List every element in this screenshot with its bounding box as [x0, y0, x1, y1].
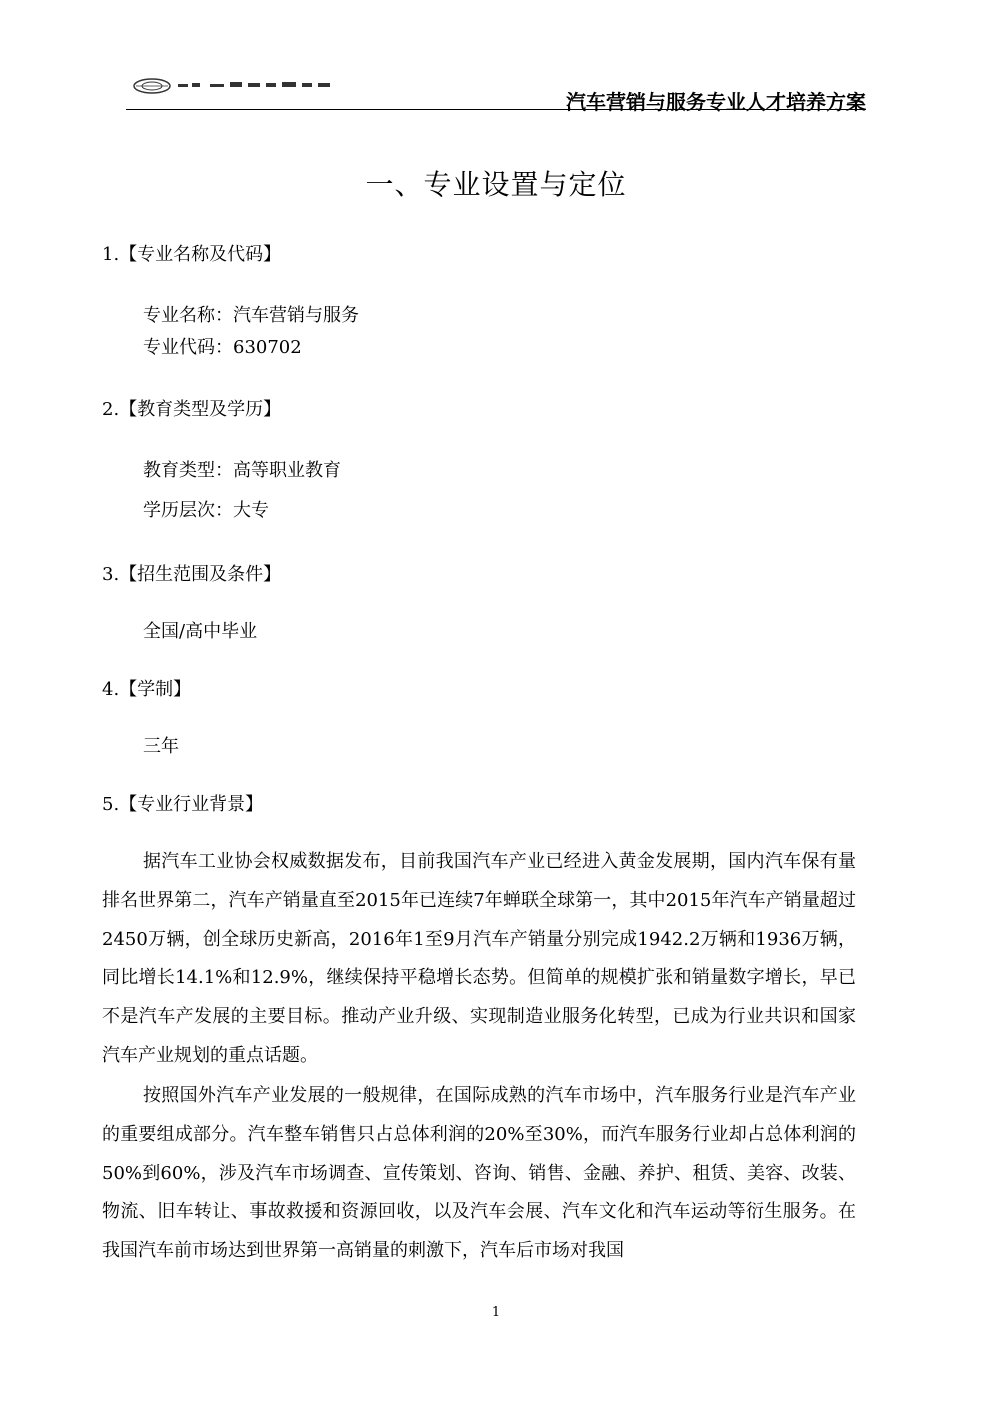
section-heading-4: 4.【学制】	[102, 679, 192, 700]
section-heading-3: 3.【招生范围及条件】	[102, 564, 282, 585]
background-paragraph-2: 按照国外汽车产业发展的一般规律，在国际成熟的汽车市场中，汽车服务行业是汽车产业的重要组成部分。汽车整车销售只占总体利润的20%至30%，而汽车服务行业却占总体利润的50%到60%，涉及汽车市场调查、宣传策划、咨询、销售、金融、养护、租赁、美容、改装、物流、旧车转让、事故救援和资源回收，以及汽车会展、汽车文化和汽车运动等衍生服务。在我国汽车前市场达到世界第一高销量的刺激下，汽车后市场对我国	[102, 1085, 856, 1262]
header-title: 汽车营销与服务专业人才培养方案	[566, 90, 866, 114]
section-heading-1: 1.【专业名称及代码】	[102, 244, 282, 265]
enrollment-scope: 全国/高中毕业	[143, 621, 258, 642]
header-divider	[126, 109, 866, 110]
section-heading-5: 5.【专业行业背景】	[102, 794, 264, 815]
background-paragraph-1: 据汽车工业协会权威数据发布，目前我国汽车产业已经进入黄金发展期，国内汽车保有量排名世界第二，汽车产销量直至2015年已连续7年蝉联全球第一，其中2015年汽车产销量超过2450万辆，创全球历史新高，2016年1至9月汽车产销量分别完成1942.2万辆和1936万辆，同比增长14.1%和12.9%，继续保持平稳增长态势。但简单的规模扩张和销量数字增长，早已不是汽车产发展的主要目标。推动产业升级、实现制造业服务化转型，已成为行业共识和国家汽车产业规划的重点话题。	[102, 851, 856, 1066]
education-type: 教育类型：高等职业教育	[143, 460, 341, 481]
education-level: 学历层次：大专	[143, 500, 269, 521]
study-length: 三年	[143, 736, 179, 757]
page-number: 1	[491, 1305, 501, 1320]
major-code: 专业代码：630702	[143, 337, 302, 358]
section-heading-2: 2.【教育类型及学历】	[102, 399, 282, 420]
page-title: 一、专业设置与定位	[365, 168, 627, 201]
school-emblem-logo	[130, 74, 340, 96]
page-header	[126, 70, 866, 112]
major-name: 专业名称：汽车营销与服务	[143, 305, 359, 326]
